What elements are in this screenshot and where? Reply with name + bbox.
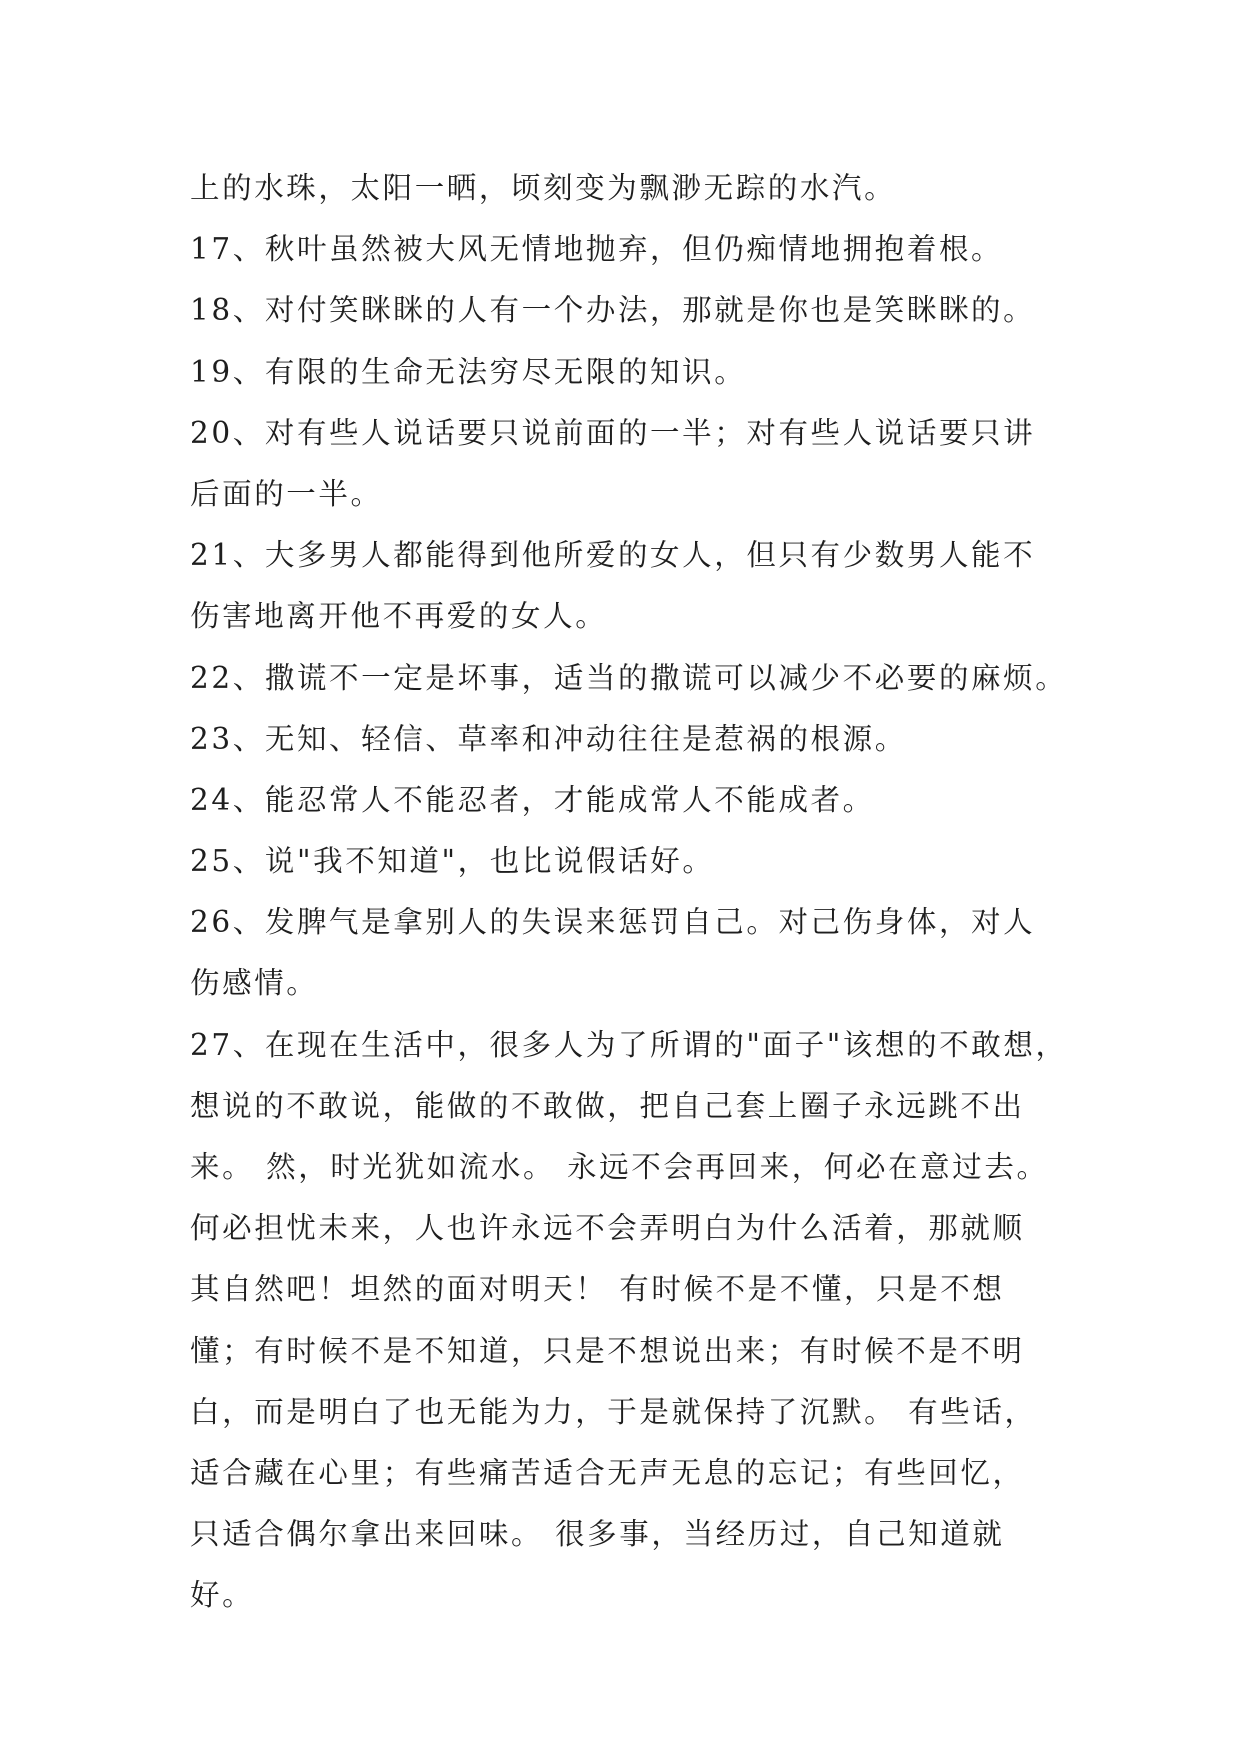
text-line: 17、秋叶虽然被大风无情地抛弃，但仍痴情地拥抱着根。 [190, 232, 1004, 267]
text-line: 上的水珠，太阳一晒，顷刻变为飘渺无踪的水汽。 [190, 171, 897, 205]
text-line: 25、说"我不知道"，也比说假话好。 [190, 844, 715, 879]
text-line: 26、发脾气是拿别人的失误来惩罚自己。对己伤身体，对人 [190, 905, 1036, 940]
text-line: 白，而是明白了也无能为力，于是就保持了沉默。 有些话， [190, 1394, 1037, 1429]
text-line: 18、对付笑眯眯的人有一个办法，那就是你也是笑眯眯的。 [190, 293, 1036, 328]
text-line: 好。 [190, 1578, 255, 1613]
text-line: 27、在现在生活中，很多人为了所谓的"面子"该想的不敢想， [190, 1027, 1068, 1062]
text-line: 21、大多男人都能得到他所爱的女人，但只有少数男人能不 [190, 538, 1036, 573]
text-line: 后面的一半。 [190, 476, 383, 511]
text-line: 23、无知、轻信、草率和冲动往往是惹祸的根源。 [190, 721, 907, 756]
text-line: 适合藏在心里；有些痛苦适合无声无息的忘记；有些回忆， [190, 1455, 1025, 1490]
text-line: 伤感情。 [190, 966, 319, 1001]
text-line: 懂；有时候不是不知道，只是不想说出来；有时候不是不明 [190, 1333, 1025, 1368]
text-line: 来。 然，时光犹如流水。 永远不会再回来，何必在意过去。 [190, 1150, 1049, 1184]
text-line: 何必担忧未来，人也许永远不会弄明白为什么活着，那就顺 [190, 1211, 1025, 1246]
text-line: 伤害地离开他不再爱的女人。 [190, 599, 608, 634]
text-line: 22、撒谎不一定是坏事，适当的撒谎可以减少不必要的麻烦。 [190, 660, 1068, 695]
document-body [190, 158, 1070, 1627]
text-line: 只适合偶尔拿出来回味。 很多事，当经历过，自己知道就 [190, 1517, 1005, 1552]
text-line: 19、有限的生命无法穷尽无限的知识。 [190, 354, 747, 389]
text-line: 想说的不敢说，能做的不敢做，把自己套上圈子永远跳不出 [190, 1088, 1025, 1123]
text-line: 其自然吧！坦然的面对明天！ 有时候不是不懂，只是不想 [190, 1272, 1005, 1307]
text-line: 20、对有些人说话要只说前面的一半；对有些人说话要只讲 [190, 415, 1036, 450]
text-line: 24、能忍常人不能忍者，才能成常人不能成者。 [190, 782, 875, 817]
